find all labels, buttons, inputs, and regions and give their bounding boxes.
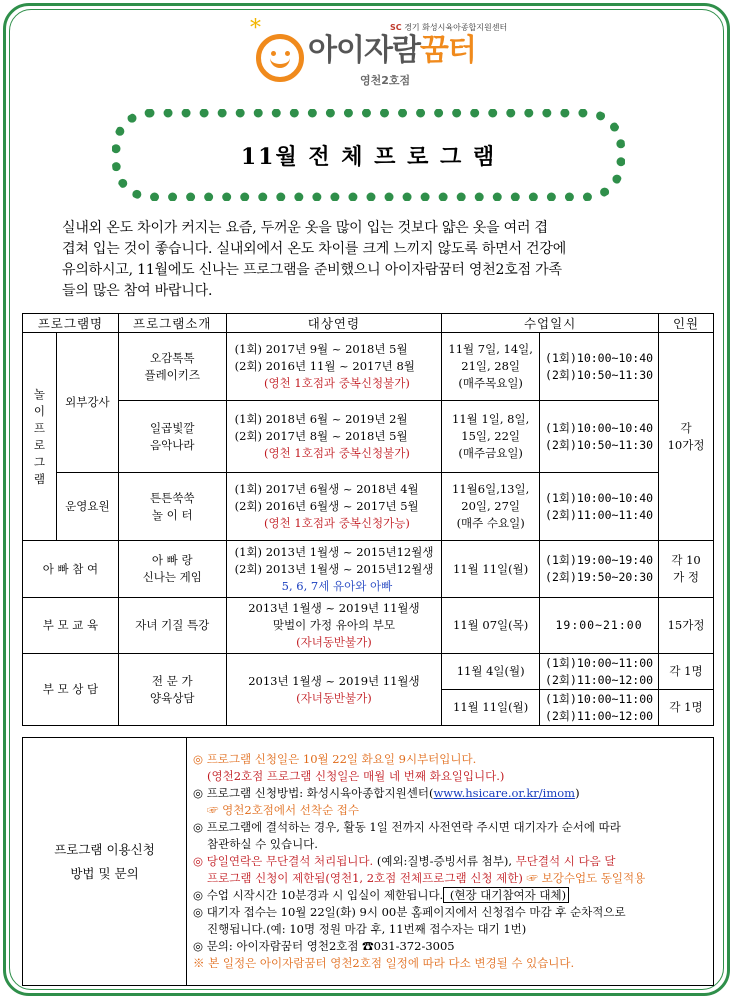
class-date: 11월 11일(월) (442, 690, 540, 726)
target-age: (1회) 2013년 1월생 ~ 2015년12월생 (2회) 2013년 1월생 ~ 2015년12월생 5, 6, 7세 유아와 아빠 (226, 541, 442, 598)
target-age: (1회) 2017년 6월생 ~ 2018년 4월 (2회) 2016년 6월생 ~ 2017년 5월 (영천 1호점과 중복신청가능) (226, 473, 442, 541)
people-count: 각 10가정 (659, 333, 714, 541)
smile-face-icon (256, 34, 304, 82)
table-row (23, 401, 714, 473)
program-name: 부 모 상 담 (23, 654, 119, 726)
header-schedule: 수업일시 (442, 314, 659, 333)
class-times: (1회)19:00~19:40 (2회)19:50~20:30 (540, 541, 659, 598)
class-times: (1회)10:00~10:40 (2회)10:50~11:30 (540, 333, 659, 401)
class-times: (1회)10:00~11:00 (2회)11:00~12:00 (540, 654, 659, 690)
table-row-dad (23, 541, 714, 598)
group-play-program: 놀 이 프 로 그 램 (23, 333, 57, 541)
header-people: 인원 (659, 314, 714, 333)
class-times: (1회)10:00~10:40 (2회)10:50~11:30 (540, 401, 659, 473)
table-row (23, 473, 714, 541)
info-body: ◎ 프로그램 신청일은 10월 22일 화요일 9시부터입니다. (영천2호점 프로그램 신청일은 매월 네 번째 화요일입니다.) ◎ 프로그램 신청방법: 화성시육아종합지원센터(www.hsicare.or.kr/imom) ☞ 영천2호점에서 선착순 접수 ◎ 프로그램에 결석하는 경우, 활동 1일 전까지 사전연락 주시면 대기자가 순서에 따라 참관하실 수 있습니다. ◎ 당일연락은 무단결석 처리됩니다. (예외:질병-증빙서류 첨부), 무단결석 시 다음 달 프로그램 신청이 제한됨(영천1, 2호점 전체프로그램 신청 제한) ☞ 보강수업도 동일적용 ◎ 수업 시작시간 10분경과 시 입실이 제한됩니다. (현장 대기참여자 대체) ◎ 대기자 접수는 10월 22일(화) 9시 00분 홈페이지에서 신청접수 마감 후 순차적으로 진행됩니다.(예: 10명 정원 마감 후, 11번째 접수자는 대기 1번) ◎ 문의: 아이자람꿈터 영천2호점 ☎031-372-3005 ※ 본 일정은 아이자람꿈터 영천2호점 일정에 따라 다소 변경될 수 있습니다. (187, 738, 714, 986)
program-table (22, 313, 714, 726)
program-name: 부 모 교 육 (23, 598, 119, 654)
info-label: 프로그램 이용신청 방법 및 문의 (23, 738, 187, 986)
class-date: 11월 11일(월) (442, 541, 540, 598)
header-target-age: 대상연령 (226, 314, 442, 333)
people-count: 각 1명 (659, 690, 714, 726)
header-program-intro: 프로그램소개 (118, 314, 226, 333)
program-intro: 일곱빛깔 음악나라 (118, 401, 226, 473)
intro-paragraph: 실내외 온도 차이가 커지는 요즘, 두꺼운 옷을 많이 입는 것보다 얇은 옷을 여러 겹 겹쳐 입는 것이 좋습니다. 실내외에서 온도 차이를 크게 느끼지 않도록 하면서 건강에 유의하시고, 11월에도 신나는 프로그램을 준비했으니 아이자람꿈터 영천2호점 가족 들의 많은 참여 바랍니다. (62, 220, 567, 299)
program-intro: 아 빠 랑 신나는 게임 (118, 541, 226, 598)
program-intro: 오감톡톡 플레이키즈 (118, 333, 226, 401)
people-count: 각 10 가 정 (659, 541, 714, 598)
table-row-edu (23, 598, 714, 654)
target-age: 2013년 1월생 ~ 2019년 11월생 맞벌이 가정 유아의 부모 (자녀동반불가) (226, 598, 442, 654)
class-dates: 11월6일,13일, 20일, 27일 (매주 수요일) (442, 473, 540, 541)
brand-name: 아이자람꿈터 (308, 33, 476, 68)
people-count: 15가정 (659, 598, 714, 654)
header-program-name: 프로그램명 (23, 314, 119, 333)
table-row (23, 333, 714, 401)
target-age: 2013년 1월생 ~ 2019년 11월생 (자녀동반불가) (226, 654, 442, 726)
operation-staff: 운영요원 (56, 473, 118, 541)
homepage-link[interactable]: www.hsicare.or.kr/imom (433, 786, 576, 800)
table-row-consult (23, 654, 714, 690)
program-intro: 자녀 기질 특강 (118, 598, 226, 654)
application-info-table (22, 737, 714, 986)
center-name: SC 경기 화성시육아종합지원센터 (390, 23, 508, 32)
program-intro: 전 문 가 양육상담 (118, 654, 226, 726)
outside-instructor: 외부강사 (56, 333, 118, 473)
class-dates: 11월 7일, 14일, 21일, 28일 (매주목요일) (442, 333, 540, 401)
title-box (112, 109, 625, 201)
class-time: 19:00~21:00 (540, 598, 659, 654)
branch-name: 영천2호점 (360, 74, 411, 87)
program-name: 아 빠 참 여 (23, 541, 119, 598)
class-dates: 11월 1일, 8일, 15일, 22일 (매주금요일) (442, 401, 540, 473)
class-date: 11월 4일(월) (442, 654, 540, 690)
class-times: (1회)10:00~10:40 (2회)11:00~11:40 (540, 473, 659, 541)
target-age: (1회) 2017년 9월 ~ 2018년 5월 (2회) 2016년 11월 ~ 2017년 8월 (영천 1호점과 중복신청불가) (226, 333, 442, 401)
class-times: (1회)10:00~11:00 (2회)11:00~12:00 (540, 690, 659, 726)
program-intro: 튼튼쑥쑥 놀 이 터 (118, 473, 226, 541)
target-age: (1회) 2018년 6월 ~ 2019년 2월 (2회) 2017년 8월 ~ 2018년 5월 (영천 1호점과 중복신청불가) (226, 401, 442, 473)
sun-icon: * (250, 16, 261, 41)
logo (250, 16, 508, 88)
people-count: 각 1명 (659, 654, 714, 690)
class-date: 11월 07일(목) (442, 598, 540, 654)
table-header-row (23, 314, 714, 333)
page-title: 11월 전 체 프 로 그 램 (240, 143, 497, 170)
